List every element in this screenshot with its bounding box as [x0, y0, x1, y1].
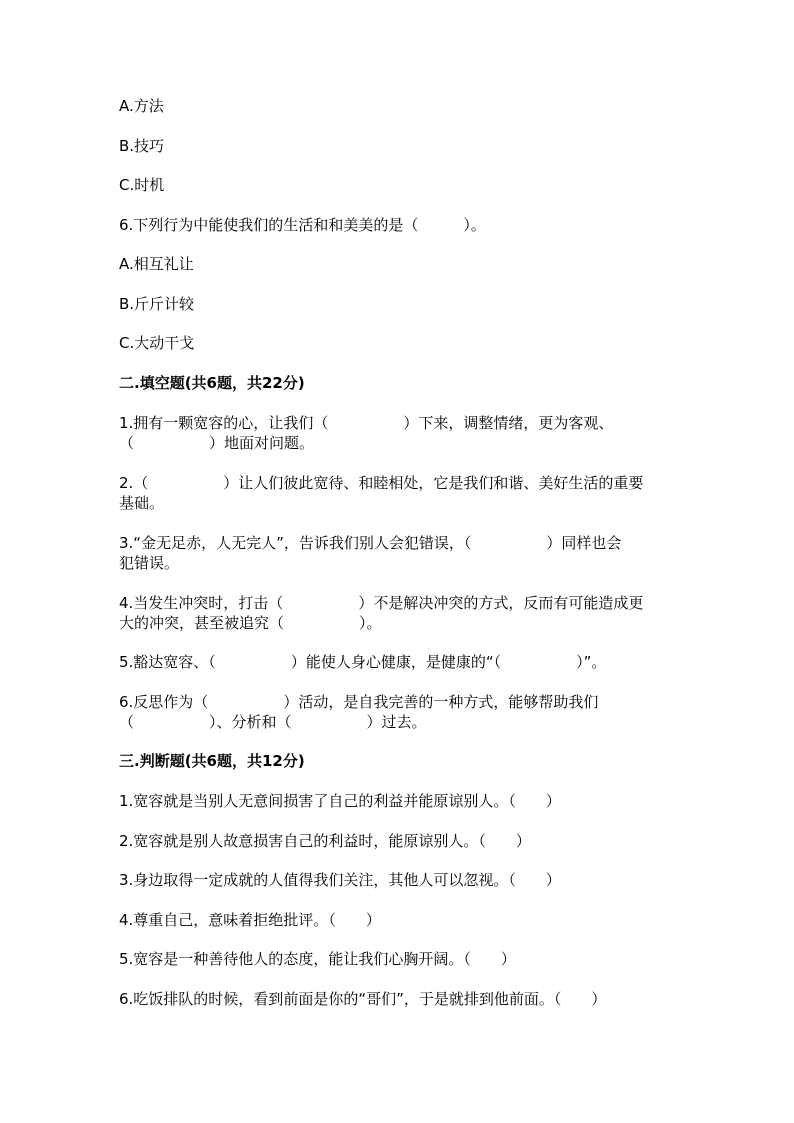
- fill-question-3-line-1: 3.“金无足赤，人无完人”，告诉我们别人会犯错误，（ ）同样也会: [119, 534, 622, 552]
- judgment-question-3: 3.身边取得一定成就的人值得我们关注，其他人可以忽视。（ ）: [119, 871, 561, 889]
- section-judgment-heading: 三.判断题(共6题，共12分): [119, 752, 305, 770]
- judgment-question-6: 6.吃饭排队的时候，看到前面是你的“哥们”，于是就排到他前面。（ ）: [119, 990, 607, 1008]
- judgment-question-4: 4.尊重自己，意味着拒绝批评。（ ）: [119, 911, 381, 929]
- judgment-question-1: 1.宽容就是当别人无意间损害了自己的利益并能原谅别人。（ ）: [119, 792, 561, 810]
- fill-question-6-line-1: 6.反思作为（ ）活动，是自我完善的一种方式，能够帮助我们: [119, 693, 599, 711]
- fill-question-3-line-2: 犯错误。: [119, 554, 180, 572]
- option-b-skill: B.技巧: [119, 137, 165, 155]
- fill-question-5: 5.豁达宽容、（ ）能使人身心健康，是健康的“（ ）”。: [119, 653, 607, 671]
- option-a-method: A.方法: [119, 97, 164, 115]
- option-c-conflict: C.大动干戈: [119, 334, 195, 352]
- fill-question-2-line-1: 2.（ ）让人们彼此宽待、和睦相处，它是我们和谐、美好生活的重要: [119, 474, 644, 492]
- fill-question-1-line-1: 1.拥有一颗宽容的心，让我们（ ）下来，调整情绪，更为客观、: [119, 414, 614, 432]
- fill-question-1-line-2: （ ）地面对问题。: [119, 434, 315, 452]
- fill-question-2-line-2: 基础。: [119, 494, 165, 512]
- judgment-question-2: 2.宽容就是别人故意损害自己的利益时，能原谅别人。（ ）: [119, 832, 531, 850]
- judgment-question-5: 5.宽容是一种善待他人的态度，能让我们心胸开阔。（ ）: [119, 950, 516, 968]
- section-fill-blank-heading: 二.填空题(共6题，共22分): [119, 374, 305, 392]
- fill-question-6-line-2: （ ）、分析和（ ）过去。: [119, 713, 427, 731]
- option-c-timing: C.时机: [119, 176, 165, 194]
- fill-question-4-line-1: 4.当发生冲突时，打击（ ）不是解决冲突的方式，反而有可能造成更: [119, 594, 644, 612]
- question-6-choice: 6.下列行为中能使我们的生活和和美美的是（ ）。: [119, 216, 486, 234]
- option-a-courtesy: A.相互礼让: [119, 255, 194, 273]
- fill-question-4-line-2: 大的冲突，甚至被追究（ ）。: [119, 614, 382, 632]
- option-b-haggling: B.斤斤计较: [119, 295, 195, 313]
